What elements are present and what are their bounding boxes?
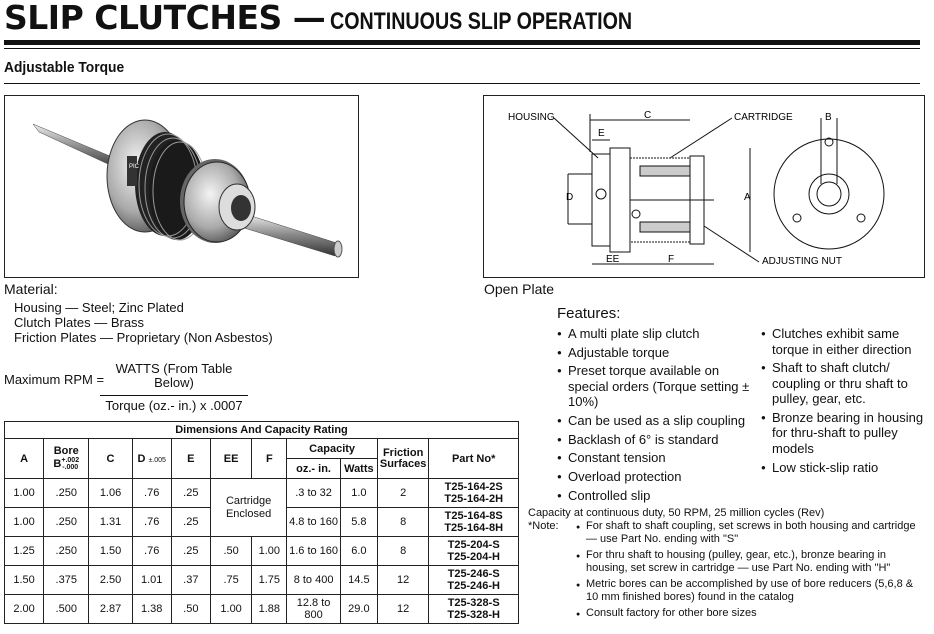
part-number: T25-164-8S T25-164-8H xyxy=(429,508,519,537)
header-rule-thin xyxy=(4,48,920,49)
header-e: E xyxy=(171,439,210,479)
header-a: A xyxy=(5,439,44,479)
label-b: B xyxy=(825,112,832,123)
header-ee: EE xyxy=(210,439,252,479)
feature-item: ● Low stick-slip ratio xyxy=(761,460,931,476)
feature-item: ● Overload protection xyxy=(557,469,754,485)
feature-item: ● A multi plate slip clutch xyxy=(557,326,754,342)
label-housing: HOUSING xyxy=(508,112,555,123)
part-number: T25-246-S T25-246-H xyxy=(429,566,519,595)
title-main: SLIP CLUTCHES — xyxy=(4,0,326,37)
capacity-note: Capacity at continuous duty, 50 RPM, 25 million cycles (Rev) xyxy=(528,507,825,519)
note-list xyxy=(528,520,928,620)
diagram-caption: Open Plate xyxy=(484,281,555,297)
label-f: F xyxy=(668,254,675,265)
header-d: D ±.005 xyxy=(132,439,171,479)
feature-item: ● Can be used as a slip coupling xyxy=(557,413,754,429)
cartridge-enclosed: Cartridge Enclosed xyxy=(210,479,286,537)
header-rule-thick xyxy=(4,40,920,45)
table-row: 1.25 .250 1.50 .76 .25 .50 1.00 1.6 to 160 6.0 8 T25-204-S T25-204-H xyxy=(5,537,519,566)
header-watts: Watts xyxy=(340,459,377,479)
table-row: 2.00 .500 2.87 1.38 .50 1.00 1.88 12.8 to 800 29.0 12 T25-328-S T25-328-H xyxy=(5,595,519,624)
part-number: T25-328-S T25-328-H xyxy=(429,595,519,624)
label-e: E xyxy=(598,128,605,139)
label-a: A xyxy=(744,192,751,203)
page-title xyxy=(4,0,698,37)
feature-item: ● Bronze bearing in housing for thru-shaft to pulley models xyxy=(761,410,931,457)
notes-block xyxy=(528,507,928,623)
header-f: F xyxy=(252,439,287,479)
svg-text:PIC: PIC xyxy=(129,164,140,170)
note-item: ● For shaft to shaft coupling, set screws in both housing and cartridge — use Part No. ending with "S" xyxy=(576,520,928,546)
table-row: 1.00 .250 1.31 .76 .25 4.8 to 160 5.8 8 T25-164-8S T25-164-8H xyxy=(5,508,519,537)
feature-item: ● Controlled slip xyxy=(557,488,754,504)
note-item: ● Metric bores can be accomplished by use of bore reducers (5,6,8 & 10 mm finished bores) found in the catalog xyxy=(576,578,928,604)
formula-denominator: Torque (oz.- in.) x .0007 xyxy=(105,398,243,413)
part-number: T25-204-S T25-204-H xyxy=(429,537,519,566)
features-title: Features: xyxy=(557,305,621,322)
technical-diagram xyxy=(483,95,925,278)
feature-item: ● Backlash of 6° is standard xyxy=(557,432,754,448)
part-number: T25-164-2S T25-164-2H xyxy=(429,479,519,508)
formula-divider xyxy=(100,395,248,396)
header-friction: Friction Surfaces xyxy=(377,439,428,479)
label-cartridge: CARTRIDGE xyxy=(734,112,793,123)
material-item: Clutch Plates — Brass xyxy=(14,315,145,330)
header-oz-in: oz.- in. xyxy=(287,459,341,479)
label-d: D xyxy=(566,192,574,203)
feature-item: ● Constant tension xyxy=(557,450,754,466)
feature-item: ● Adjustable torque xyxy=(557,345,754,361)
formula-lhs: Maximum RPM = xyxy=(4,372,105,387)
features-col2 xyxy=(761,326,931,478)
material-item: Housing — Steel; Zinc Plated xyxy=(14,300,184,315)
header-c: C xyxy=(89,439,132,479)
features-col1 xyxy=(557,326,754,507)
header-bore: Bore B+.002 -.000 xyxy=(44,439,89,479)
header-capacity: Capacity xyxy=(287,439,378,459)
label-ee: EE xyxy=(606,254,620,265)
section-subtitle: Adjustable Torque xyxy=(4,59,125,76)
product-photo xyxy=(4,95,359,278)
material-caption: Material: xyxy=(4,281,58,297)
title-sub: CONTINUOUS SLIP OPERATION xyxy=(329,8,632,35)
table-row: 1.00 .250 1.06 .76 .25 Cartridge Enclosed .3 to 32 1.0 2 T25-164-2S T25-164-2H xyxy=(5,479,519,508)
note-item: ● For thru shaft to housing (pulley, gear, etc.), bronze bearing in housing, set screw in cartridge — use Part No. ending with "H" xyxy=(576,549,928,575)
clutch-photo-icon xyxy=(5,96,358,277)
table-title: Dimensions And Capacity Rating xyxy=(5,422,519,439)
clutch-diagram-icon xyxy=(484,96,924,277)
capacity-table xyxy=(4,421,519,624)
subtitle-rule xyxy=(4,83,920,84)
table-row: 1.50 .375 2.50 1.01 .37 .75 1.75 8 to 400 14.5 12 T25-246-S T25-246-H xyxy=(5,566,519,595)
note-label: *Note: xyxy=(528,520,559,532)
formula-numerator: WATTS (From Table Below) xyxy=(115,361,233,390)
feature-item: ● Clutches exhibit same torque in either direction xyxy=(761,326,931,357)
header-part: Part No* xyxy=(429,439,519,479)
feature-item: ● Preset torque available on special orders (Torque setting ± 10%) xyxy=(557,363,754,410)
note-item: ● Consult factory for other bore sizes xyxy=(576,607,928,620)
label-adjusting-nut: ADJUSTING NUT xyxy=(762,256,842,267)
feature-item: ● Shaft to shaft clutch/ coupling or thru shaft to pulley, gear, etc. xyxy=(761,360,931,407)
label-c: C xyxy=(644,110,652,121)
material-item: Friction Plates — Proprietary (Non Asbestos) xyxy=(14,330,273,345)
material-list xyxy=(14,300,273,345)
